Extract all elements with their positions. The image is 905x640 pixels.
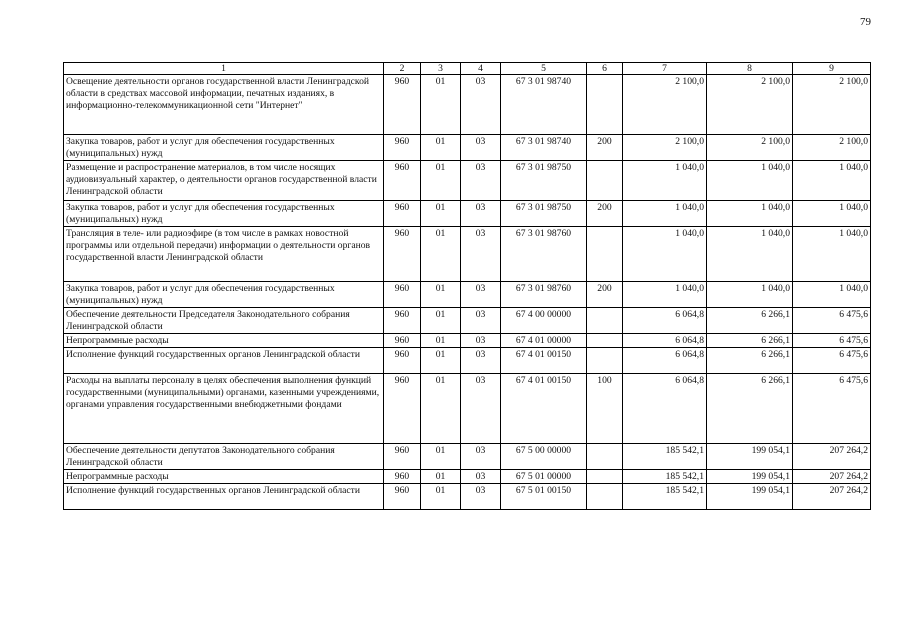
cell-name: Расходы на выплаты персоналу в целях обеспечения выполнения функций государственными (муниципальными) органами, казенными учреждениями, органами управления государственными внебюджетными фондами <box>64 374 384 444</box>
cell-subsection: 03 <box>461 484 501 510</box>
table-row <box>64 374 871 444</box>
cell-name: Непрограммные расходы <box>64 470 384 484</box>
cell-target-article: 67 3 01 98750 <box>501 201 587 227</box>
cell-subsection: 03 <box>461 470 501 484</box>
cell-amount-year2: 199 054,1 <box>707 484 793 510</box>
cell-expense-type <box>587 484 623 510</box>
cell-name: Освещение деятельности органов государственной власти Ленинградской области в средствах массовой информации, печатных изданиях, в информационно-телекоммуникационной сети "Интернет" <box>64 75 384 135</box>
column-header: 5 <box>501 63 587 75</box>
cell-subsection: 03 <box>461 201 501 227</box>
cell-subsection: 03 <box>461 374 501 444</box>
cell-amount-year2: 6 266,1 <box>707 348 793 374</box>
cell-name: Закупка товаров, работ и услуг для обеспечения государственных (муниципальных) нужд <box>64 135 384 161</box>
cell-section: 01 <box>421 334 461 348</box>
table-row <box>64 227 871 282</box>
cell-expense-type <box>587 470 623 484</box>
cell-amount-year3: 1 040,0 <box>793 201 871 227</box>
cell-name: Закупка товаров, работ и услуг для обеспечения государственных (муниципальных) нужд <box>64 201 384 227</box>
cell-amount-year2: 2 100,0 <box>707 75 793 135</box>
cell-section: 01 <box>421 75 461 135</box>
cell-ministry-code: 960 <box>384 334 421 348</box>
cell-amount-year2: 199 054,1 <box>707 444 793 470</box>
cell-subsection: 03 <box>461 334 501 348</box>
budget-table <box>63 62 871 510</box>
cell-expense-type <box>587 75 623 135</box>
cell-expense-type: 200 <box>587 201 623 227</box>
cell-subsection: 03 <box>461 308 501 334</box>
cell-target-article: 67 4 01 00000 <box>501 334 587 348</box>
cell-name: Обеспечение деятельности Председателя Законодательного собрания Ленинградской области <box>64 308 384 334</box>
cell-amount-year1: 2 100,0 <box>623 135 707 161</box>
cell-section: 01 <box>421 201 461 227</box>
cell-ministry-code: 960 <box>384 348 421 374</box>
cell-section: 01 <box>421 282 461 308</box>
cell-ministry-code: 960 <box>384 75 421 135</box>
cell-ministry-code: 960 <box>384 227 421 282</box>
column-header: 8 <box>707 63 793 75</box>
column-header: 3 <box>421 63 461 75</box>
cell-amount-year1: 1 040,0 <box>623 161 707 201</box>
cell-amount-year2: 6 266,1 <box>707 374 793 444</box>
table-row <box>64 348 871 374</box>
cell-section: 01 <box>421 308 461 334</box>
table-row <box>64 161 871 201</box>
cell-amount-year1: 6 064,8 <box>623 374 707 444</box>
cell-ministry-code: 960 <box>384 308 421 334</box>
cell-amount-year1: 185 542,1 <box>623 444 707 470</box>
table-row <box>64 308 871 334</box>
cell-amount-year3: 6 475,6 <box>793 334 871 348</box>
cell-amount-year2: 1 040,0 <box>707 282 793 308</box>
cell-ministry-code: 960 <box>384 135 421 161</box>
cell-amount-year1: 6 064,8 <box>623 334 707 348</box>
cell-target-article: 67 5 01 00000 <box>501 470 587 484</box>
cell-expense-type <box>587 334 623 348</box>
cell-subsection: 03 <box>461 161 501 201</box>
cell-subsection: 03 <box>461 135 501 161</box>
page-number: 79 <box>860 16 871 28</box>
cell-amount-year3: 6 475,6 <box>793 348 871 374</box>
cell-name: Непрограммные расходы <box>64 334 384 348</box>
cell-section: 01 <box>421 348 461 374</box>
column-header: 4 <box>461 63 501 75</box>
cell-amount-year2: 1 040,0 <box>707 161 793 201</box>
cell-section: 01 <box>421 444 461 470</box>
cell-ministry-code: 960 <box>384 374 421 444</box>
cell-name: Размещение и распространение материалов, в том числе носящих аудиовизуальный характер, о деятельности органов государственной власти Ленинградской области <box>64 161 384 201</box>
cell-amount-year3: 207 264,2 <box>793 484 871 510</box>
column-header: 6 <box>587 63 623 75</box>
cell-amount-year1: 6 064,8 <box>623 348 707 374</box>
cell-amount-year3: 6 475,6 <box>793 308 871 334</box>
cell-target-article: 67 5 01 00150 <box>501 484 587 510</box>
cell-amount-year3: 2 100,0 <box>793 75 871 135</box>
table-row <box>64 484 871 510</box>
table-row <box>64 334 871 348</box>
cell-amount-year1: 1 040,0 <box>623 227 707 282</box>
table-row <box>64 201 871 227</box>
cell-expense-type <box>587 348 623 374</box>
cell-amount-year3: 207 264,2 <box>793 470 871 484</box>
cell-amount-year1: 6 064,8 <box>623 308 707 334</box>
cell-expense-type <box>587 308 623 334</box>
cell-subsection: 03 <box>461 444 501 470</box>
cell-ministry-code: 960 <box>384 444 421 470</box>
cell-amount-year2: 199 054,1 <box>707 470 793 484</box>
cell-amount-year2: 6 266,1 <box>707 334 793 348</box>
cell-ministry-code: 960 <box>384 201 421 227</box>
cell-amount-year3: 207 264,2 <box>793 444 871 470</box>
table-header-row <box>64 63 871 75</box>
cell-target-article: 67 3 01 98740 <box>501 135 587 161</box>
cell-ministry-code: 960 <box>384 282 421 308</box>
cell-expense-type <box>587 161 623 201</box>
cell-name: Исполнение функций государственных органов Ленинградской области <box>64 348 384 374</box>
table-row <box>64 470 871 484</box>
cell-amount-year3: 2 100,0 <box>793 135 871 161</box>
cell-target-article: 67 3 01 98750 <box>501 161 587 201</box>
cell-amount-year2: 6 266,1 <box>707 308 793 334</box>
cell-amount-year1: 185 542,1 <box>623 484 707 510</box>
cell-amount-year1: 2 100,0 <box>623 75 707 135</box>
cell-target-article: 67 4 01 00150 <box>501 348 587 374</box>
cell-amount-year2: 2 100,0 <box>707 135 793 161</box>
cell-amount-year2: 1 040,0 <box>707 201 793 227</box>
cell-section: 01 <box>421 484 461 510</box>
column-header: 7 <box>623 63 707 75</box>
cell-name: Исполнение функций государственных органов Ленинградской области <box>64 484 384 510</box>
cell-subsection: 03 <box>461 348 501 374</box>
column-header: 1 <box>64 63 384 75</box>
cell-target-article: 67 4 00 00000 <box>501 308 587 334</box>
table-row <box>64 444 871 470</box>
cell-expense-type <box>587 227 623 282</box>
cell-amount-year1: 1 040,0 <box>623 201 707 227</box>
cell-amount-year3: 6 475,6 <box>793 374 871 444</box>
column-header: 9 <box>793 63 871 75</box>
cell-section: 01 <box>421 161 461 201</box>
cell-target-article: 67 3 01 98740 <box>501 75 587 135</box>
cell-expense-type: 200 <box>587 135 623 161</box>
table-row <box>64 135 871 161</box>
cell-subsection: 03 <box>461 75 501 135</box>
table-row <box>64 75 871 135</box>
cell-section: 01 <box>421 135 461 161</box>
table-row <box>64 282 871 308</box>
cell-target-article: 67 5 00 00000 <box>501 444 587 470</box>
cell-subsection: 03 <box>461 282 501 308</box>
cell-name: Обеспечение деятельности депутатов Законодательного собрания Ленинградской области <box>64 444 384 470</box>
cell-amount-year3: 1 040,0 <box>793 161 871 201</box>
column-header: 2 <box>384 63 421 75</box>
cell-name: Закупка товаров, работ и услуг для обеспечения государственных (муниципальных) нужд <box>64 282 384 308</box>
cell-section: 01 <box>421 374 461 444</box>
cell-ministry-code: 960 <box>384 484 421 510</box>
cell-amount-year1: 185 542,1 <box>623 470 707 484</box>
cell-name: Трансляция в теле- или радиоэфире (в том числе в рамках новостной программы или отдельной передачи) информации о деятельности органов государственной власти Ленинградской области <box>64 227 384 282</box>
cell-amount-year1: 1 040,0 <box>623 282 707 308</box>
cell-target-article: 67 3 01 98760 <box>501 227 587 282</box>
cell-subsection: 03 <box>461 227 501 282</box>
cell-section: 01 <box>421 227 461 282</box>
cell-section: 01 <box>421 470 461 484</box>
cell-amount-year2: 1 040,0 <box>707 227 793 282</box>
cell-expense-type: 100 <box>587 374 623 444</box>
cell-target-article: 67 3 01 98760 <box>501 282 587 308</box>
cell-expense-type: 200 <box>587 282 623 308</box>
cell-amount-year3: 1 040,0 <box>793 282 871 308</box>
cell-ministry-code: 960 <box>384 161 421 201</box>
cell-amount-year3: 1 040,0 <box>793 227 871 282</box>
cell-target-article: 67 4 01 00150 <box>501 374 587 444</box>
cell-ministry-code: 960 <box>384 470 421 484</box>
cell-expense-type <box>587 444 623 470</box>
